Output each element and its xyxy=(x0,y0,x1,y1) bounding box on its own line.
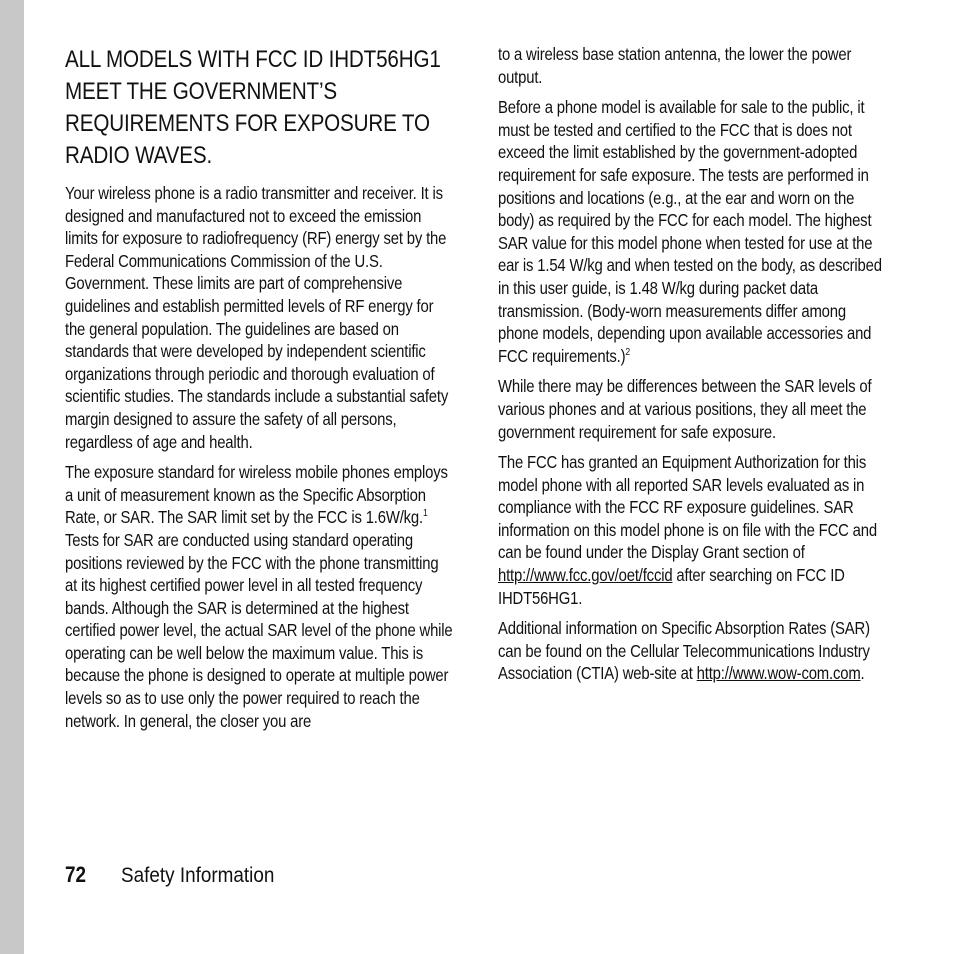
page-edge-strip xyxy=(0,0,24,954)
paragraph-sar-standard-text-a: The exposure standard for wireless mobile phones employs a unit of measurement known as the Specific Absorption Rate, or SAR. The SAR limit set by the FCC is 1.6W/kg. xyxy=(65,462,448,528)
paragraph-additional-info xyxy=(498,617,884,685)
paragraph-continuation: to a wireless base station antenna, the lower the power output. xyxy=(498,44,852,87)
paragraph-rf-emissions: Your wireless phone is a radio transmitter and receiver. It is designed and manufactured not to exceed the emission limits for exposure to radiofrequency (RF) energy set by the Federal Communications Commission of the U.S. Government. These limits are part of comprehensive guidelines and establish permitted levels of RF energy for the general population. The guidelines are based on standards that were developed by independent scientific organizations through periodic and thorough evaluation of scientific studies. The standards include a substantial safety margin designed to assure the safety of all persons, regardless of age and health. xyxy=(65,183,449,452)
left-column xyxy=(65,44,453,740)
ctia-link[interactable]: http://www.wow-com.com xyxy=(696,663,861,684)
paragraph-additional-info-text-a: Additional information on Specific Absorption Rates (SAR) can be found on the Cellular Telecommunications Industry Association (CTIA) web-site at xyxy=(498,618,870,684)
page-footer xyxy=(65,862,291,892)
paragraph-sar-differences: While there may be differences between the SAR levels of various phones and at various positions, they all meet the government requirement for safe exposure. xyxy=(498,376,872,442)
paragraph-certification xyxy=(498,96,884,367)
section-heading: ALL MODELS WITH FCC ID IHDT56HG1 MEET THE GOVERNMENT’S REQUIREMENTS FOR EXPOSURE TO RADIO WAVES. xyxy=(65,46,441,169)
paragraph-additional-info-text-b: . xyxy=(860,663,865,684)
fcc-id-link[interactable]: http://www.fcc.gov/oet/fccid xyxy=(498,565,673,586)
paragraph-sar-standard xyxy=(65,461,453,732)
footer-section-title: Safety Information xyxy=(121,864,275,887)
right-column xyxy=(498,43,884,693)
paragraph-equipment-authorization-text-a: The FCC has granted an Equipment Authorization for this model phone with all reported SAR levels evaluated as in compliance with the FCC RF exposure guidelines. SAR information on this model phone is on file with the FCC and can be found under the Display Grant section of xyxy=(498,452,877,563)
paragraph-equipment-authorization xyxy=(498,451,884,609)
page-number: 72 xyxy=(65,862,87,887)
paragraph-equipment-authorization-text-b: after searching on FCC ID IHDT56HG1. xyxy=(498,565,845,608)
footnote-marker-2: 2 xyxy=(625,346,631,358)
paragraph-sar-standard-text-b: Tests for SAR are conducted using standard operating positions reviewed by the FCC with the phone transmitting at its highest certified power level in all tested frequency bands. Although the SAR is determined at the highest certified power level, the actual SAR level of the phone while operating can be well below the maximum value. This is because the phone is designed to operate at multiple power levels so as to use only the power required to reach the network. In general, the closer you are xyxy=(65,529,453,731)
paragraph-certification-text: Before a phone model is available for sale to the public, it must be tested and certified to the FCC that is does not exceed the limit established by the government-adopted requirement for safe exposure. The tests are performed in positions and locations (e.g., at the ear and worn on the body) as required by the FCC for each model. The highest SAR value for this model phone when tested for use at the ear is 1.54 W/kg and when tested on the body, as described in this user guide, is 1.48 W/kg during packet data transmission. (Body-worn measurements differ among phone models, depending upon available accessories and FCC requirements.) xyxy=(498,97,882,366)
footnote-marker-1: 1 xyxy=(422,508,428,520)
